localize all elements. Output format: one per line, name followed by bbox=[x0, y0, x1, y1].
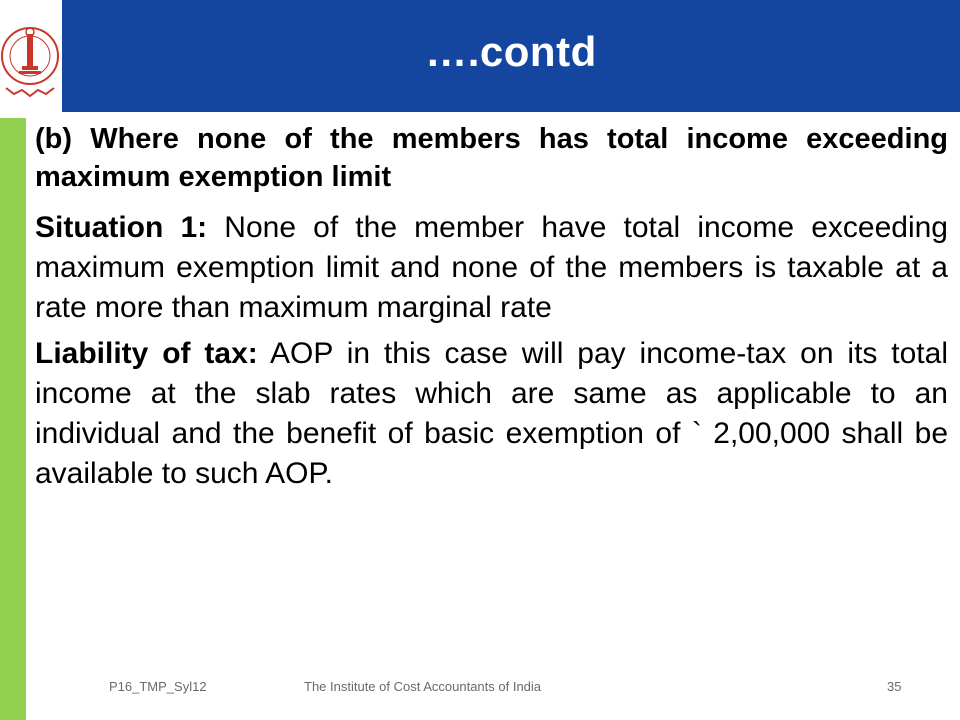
institute-seal-icon bbox=[0, 0, 62, 112]
slide-title: ….contd bbox=[425, 28, 597, 75]
side-accent-bar bbox=[0, 118, 26, 720]
liability-paragraph bbox=[35, 334, 948, 494]
situation-text: None of the member have total income exceeding maximum exemption limit and none of the members is taxable at a rate more than maximum marginal rate bbox=[35, 211, 948, 324]
title-bar bbox=[62, 0, 960, 112]
situation-paragraph bbox=[35, 208, 948, 328]
slide-body bbox=[35, 120, 948, 500]
page-number: 35 bbox=[887, 679, 902, 694]
footer-institute: The Institute of Cost Accountants of India bbox=[304, 679, 542, 694]
liability-label: Liability of tax: bbox=[35, 337, 258, 370]
section-heading: (b) Where none of the members has total income exceeding maximum exemption limit bbox=[35, 123, 948, 193]
situation-label: Situation 1: bbox=[35, 211, 208, 244]
institute-logo bbox=[0, 0, 62, 112]
footer-code: P16_TMP_Syl12 bbox=[109, 679, 207, 694]
liability-text: AOP in this case will pay income-tax on its total income at the slab rates which are same as applicable to an individual and the benefit of basic exemption of ` 2,00,000 shall be available to such AOP. bbox=[35, 337, 948, 490]
